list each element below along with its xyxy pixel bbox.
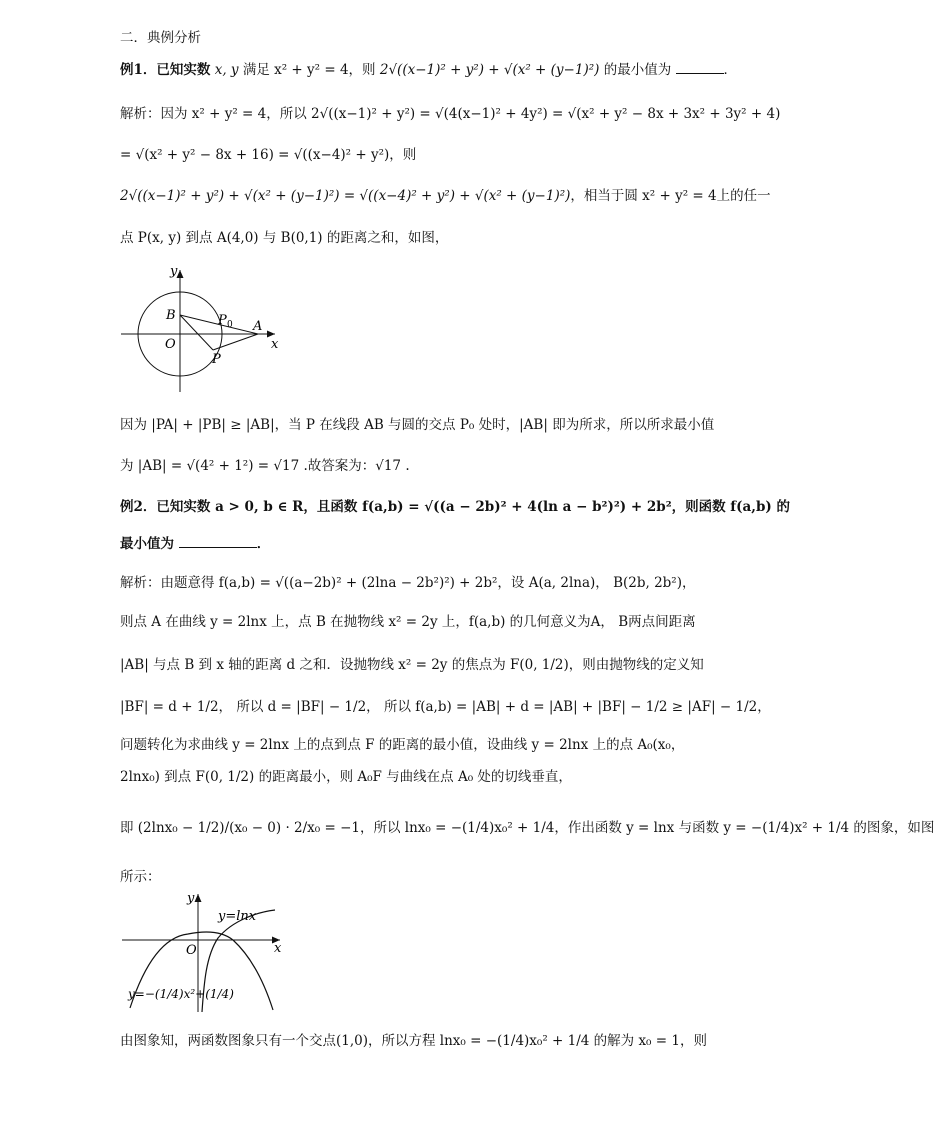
ex1-solution-line-6: 为 |AB| = √(4² + 1²) = √17 .故答案为：√17 . [120,458,410,474]
ex1-solution-eq: 2√((x−1)² + y²) + √(x² + (y−1)²) = √((x−4)² + y²) + √(x² + (y−1)²) [120,188,571,204]
fig2-parabola-label: y=−(1/4)x²+(1/4) [128,987,234,1001]
example2-end: ． [256,536,271,552]
answer-blank-1 [676,61,724,74]
ex1-solution-line-1: 解析：因为 x² + y² = 4，所以 2√((x−1)² + y²) = √(4(x−1)² + 4y²) = √(x² + y² − 8x + 3x² + 3y² + 4) [120,106,781,122]
fig1-point-p-label: P [212,352,221,367]
ex1-solution-line-5: 因为 |PA| + |PB| ≥ |AB|，当 P 在线段 AB 与圆的交点 P₀ 处时，|AB| 即为所求，所以所求最小值 [120,417,715,433]
ex2-solution-line-8: 所示： [120,869,161,885]
fig1-point-a-label: A [253,319,263,334]
figure-circle-diagram [115,262,290,397]
ex2-solution-line-6: 2lnx₀) 到点 F(0, 1/2) 的距离最小，则 A₀F 与曲线在点 A₀ 处的切线垂直， [120,769,572,785]
example1-end: ． [723,62,737,78]
fig1-y-label: y [170,264,178,279]
example2-min-label: 最小值为 [120,536,174,552]
ex2-solution-line-2: 则点 A 在曲线 y = 2lnx 上，点 B 在抛物线 x² = 2y 上，f(a,b) 的几何意义为A， B两点间距离 [120,614,696,630]
fig2-y-label: y [187,891,195,906]
fig1-origin-label: O [165,337,176,352]
example1-tail: 的最小值为 [603,62,672,78]
fig1-point-p0-subscript: 0 [227,320,233,330]
answer-blank-2 [179,535,257,548]
example2-statement-line-2 [120,534,270,554]
fig1-point-p0-label: P [218,313,227,328]
ex2-solution-line-3: |AB| 与点 B 到 x 轴的距离 d 之和．设抛物线 x² = 2y 的焦点为 F(0, 1/2)，则由抛物线的定义知 [120,657,704,673]
ex1-solution-line-3 [120,186,771,206]
fig1-point-b-label: B [166,308,176,323]
figure-function-graphs [118,888,290,1016]
ex1-solution-line-4: 点 P(x, y) 到点 A(4,0) 与 B(0,1) 的距离之和，如图， [120,230,449,246]
ex2-solution-line-5: 问题转化为求曲线 y = 2lnx 上的点到点 F 的距离的最小值，设曲线 y = 2lnx 上的点 A₀(x₀， [120,737,685,753]
ex2-solution-line-1: 解析：由题意得 f(a,b) = √((a−2b)² + (2lna − 2b²)²) + 2b²，设 A(a, 2lna)， B(2b, 2b²)， [120,575,696,591]
ex2-solution-line-4: |BF| = d + 1/2， 所以 d = |BF| − 1/2， 所以 f(a,b) = |AB| + d = |AB| + |BF| − 1/2 ≥ |AF| − 1/2， [120,699,771,715]
fig2-ln-label: y=lnx [218,909,257,924]
ex1-solution-line-2: = √(x² + y² − 8x + 16) = √((x−4)² + y²)，则 [120,147,417,163]
ex1-solution-line-3-tail: ，相当于圆 x² + y² = 4上的任一 [570,188,771,204]
ex2-solution-line-9: 由图象知，两函数图象只有一个交点(1,0)，所以方程 lnx₀ = −(1/4)x₀² + 1/4 的解为 x₀ = 1，则 [120,1033,707,1049]
example1-condition: 满足 x² + y² = 4，则 [242,62,376,78]
example1-expression: 2√((x−1)² + y²) + √(x² + (y−1)²) [379,62,600,78]
example1-prefix: 例1．已知实数 [120,62,211,78]
section-title: 二．典例分析 [120,30,201,46]
example2-statement: 例2．已知实数 a > 0, b ∈ R，且函数 f(a,b) = √((a − 2b)² + 4(ln a − b²)²) + 2b²，则函数 f(a,b) 的 [120,499,790,515]
example1-vars: x, y [214,62,239,78]
fig1-x-label: x [271,337,279,352]
fig2-origin-label: O [186,943,197,958]
fig2-x-label: x [274,941,282,956]
ex2-solution-line-7: 即 (2lnx₀ − 1/2)/(x₀ − 0) · 2/x₀ = −1，所以 lnx₀ = −(1/4)x₀² + 1/4，作出函数 y = lnx 与函数 y = −(1/4)x² + 1/4 的图象，如图 [120,820,934,836]
example1-statement [120,60,737,80]
